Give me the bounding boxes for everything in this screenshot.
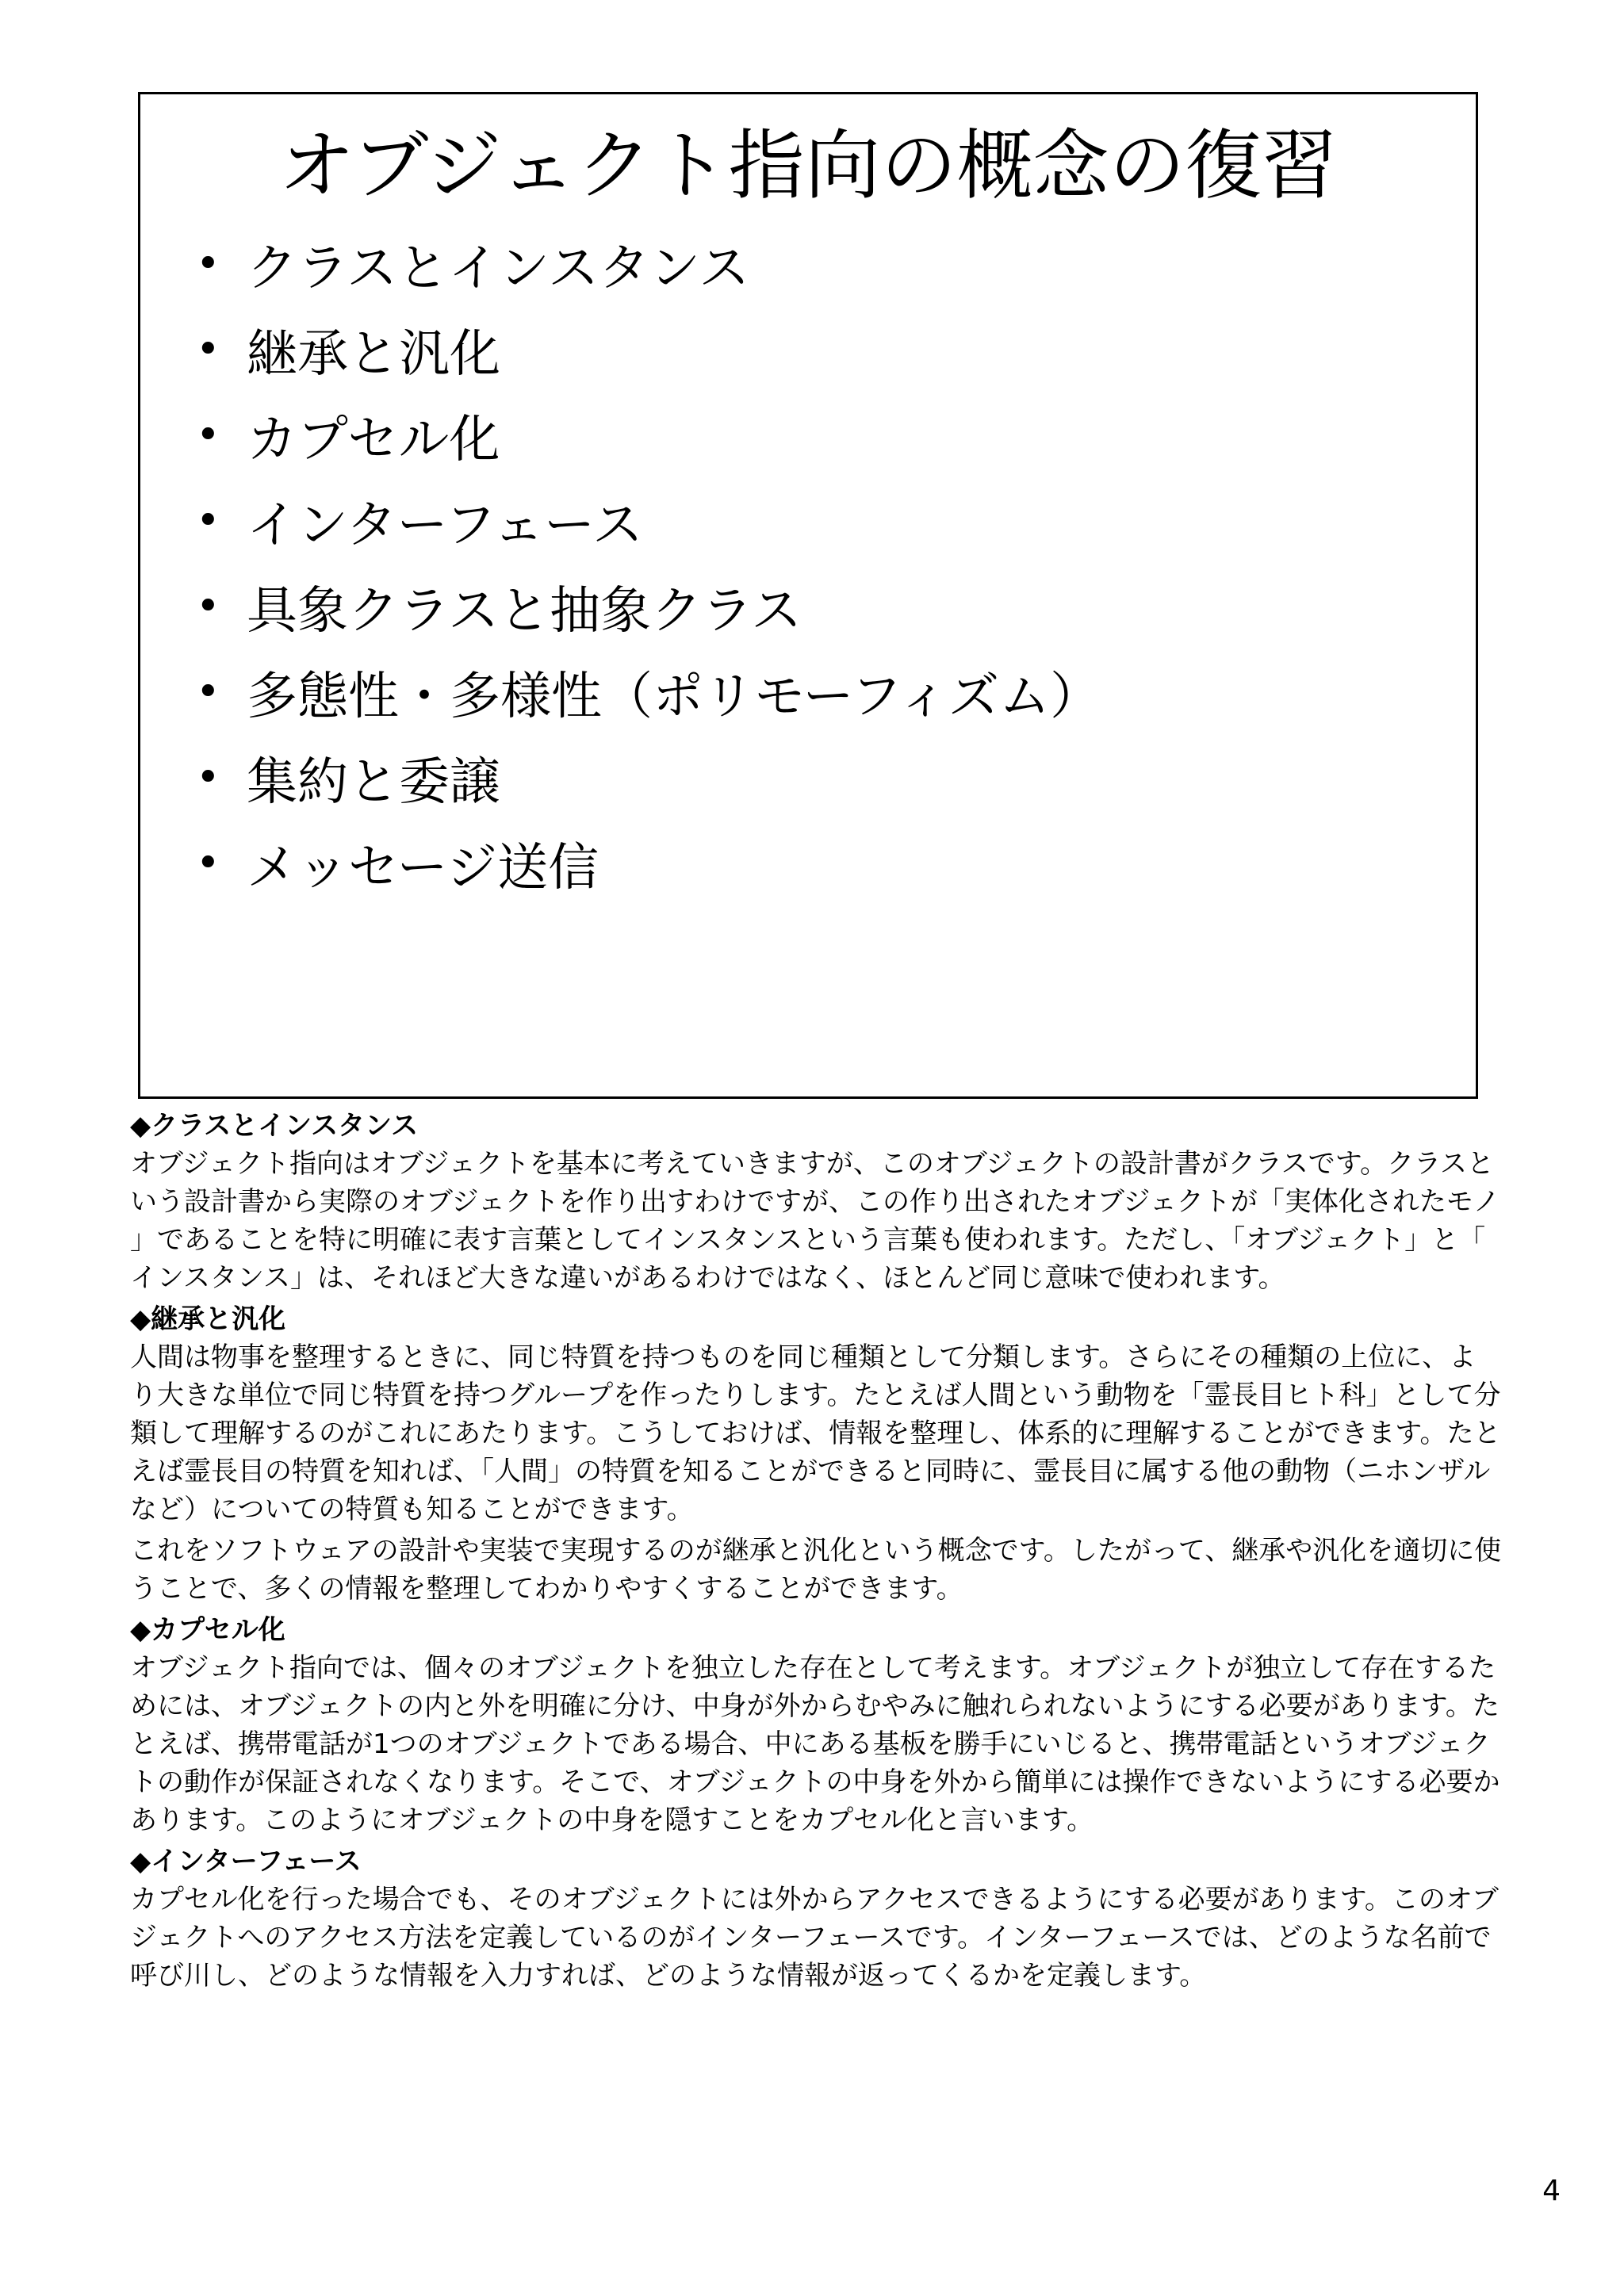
bullet-dot-icon: • <box>196 583 220 630</box>
bullet-dot-icon: • <box>196 240 220 288</box>
bullet-dot-icon: • <box>196 668 220 716</box>
lecture-notes <box>130 1107 1502 1998</box>
bullet-dot-icon: • <box>196 411 220 459</box>
page-number: 4 <box>1542 2175 1561 2207</box>
slide-title: オブジェクト指向の概念の復習 <box>278 121 1338 210</box>
note-section-inheritance <box>130 1300 1502 1608</box>
bullet-item <box>196 221 1101 307</box>
bullet-text: クラスとインスタンス <box>247 239 750 298</box>
note-section-interface <box>130 1843 1502 1995</box>
note-paragraph: これをソフトウェアの設計や実装で実現するのが継承と汎化という概念です。したがって、継承や汎化を適切に使うことで、多くの情報を整理してわかりやすくすることができます。 <box>130 1535 1502 1605</box>
bullet-item <box>196 392 1101 478</box>
bullet-item <box>196 649 1101 735</box>
bullet-dot-icon: • <box>196 326 220 373</box>
bullet-text: 具象クラスと抽象クラス <box>247 582 802 641</box>
note-section-class-instance <box>130 1107 1502 1297</box>
bullet-item <box>196 821 1101 906</box>
bullet-dot-icon: • <box>196 840 220 887</box>
bullet-text: インターフェース <box>247 496 643 555</box>
bullet-text: 多態性・多様性（ポリモーフィズム） <box>247 668 1101 726</box>
note-paragraph: オブジェクト指向はオブジェクトを基本に考えていきますが、このオブジェクトの設計書がクラスです。クラスという設計書から実際のオブジェクトを作り出すわけですが、この作り出されたオブジェクトが「実体化されたモノ」であることを特に明確に表す言葉としてインスタンスという言葉も使われます。ただし、「オブジェクト」と「インスタンス」は、それほど大きな違いがあるわけではなく、ほとんど同じ意味で使われます。 <box>130 1148 1500 1294</box>
bullet-item <box>196 478 1101 564</box>
note-heading: ◆インターフェース <box>130 1846 362 1877</box>
note-paragraph: 人間は物事を整理するときに、同じ特質を持つものを同じ種類として分類します。さらにその種類の上位に、より大きな単位で同じ特質を持つグループを作ったりします。たとえば人間という動物を「霊長目ヒト科」として分類して理解するのがこれにあたります。こうしておけば、情報を整理し、体系的に理解することができます。たとえば霊長目の特質を知れば、「人間」の特質を知ることができると同時に、霊長目に属する他の動物（ニホンザルなど）についての特質も知ることができます。 <box>130 1341 1501 1525</box>
note-heading: ◆カプセル化 <box>130 1614 285 1646</box>
note-paragraph: カプセル化を行った場合でも、そのオブジェクトには外からアクセスできるようにする必要があります。このオブジェクトへのアクセス方法を定義しているのがインターフェースです。インターフェースでは、どのような名前で呼び川し、どのような情報を入力すれば、どのような情報が返ってくるかを定義します。 <box>130 1884 1499 1992</box>
slide-frame <box>138 92 1478 1099</box>
bullet-list <box>196 221 1101 906</box>
note-heading: ◆継承と汎化 <box>130 1303 286 1335</box>
note-paragraph: オブジェクト指向では、個々のオブジェクトを独立した存在として考えます。オブジェクトが独立して存在するためには、オブジェクトの内と外を明確に分け、中身が外からむやみに触れられないようにする必要があります。たとえば、携帯電話が1つのオブジェクトである場合、中にある基板を勝手にいじると、携帯電話というオブジェクトの動作が保証されなくなります。そこで、オブジェクトの中身を外から簡単には操作できないようにする必要かあります。このようにオブジェクトの中身を隠すことをカプセル化と言います。 <box>130 1652 1500 1836</box>
bullet-item <box>196 307 1101 392</box>
bullet-dot-icon: • <box>196 497 220 545</box>
bullet-text: 継承と汎化 <box>247 325 500 384</box>
bullet-item <box>196 564 1101 649</box>
bullet-text: 集約と委譲 <box>247 753 500 812</box>
bullet-dot-icon: • <box>196 754 220 802</box>
bullet-text: カプセル化 <box>247 411 500 469</box>
bullet-text: メッセージ送信 <box>247 839 599 897</box>
bullet-item <box>196 735 1101 821</box>
note-heading: ◆クラスとインスタンス <box>130 1110 419 1142</box>
note-section-encapsulation <box>130 1611 1502 1839</box>
